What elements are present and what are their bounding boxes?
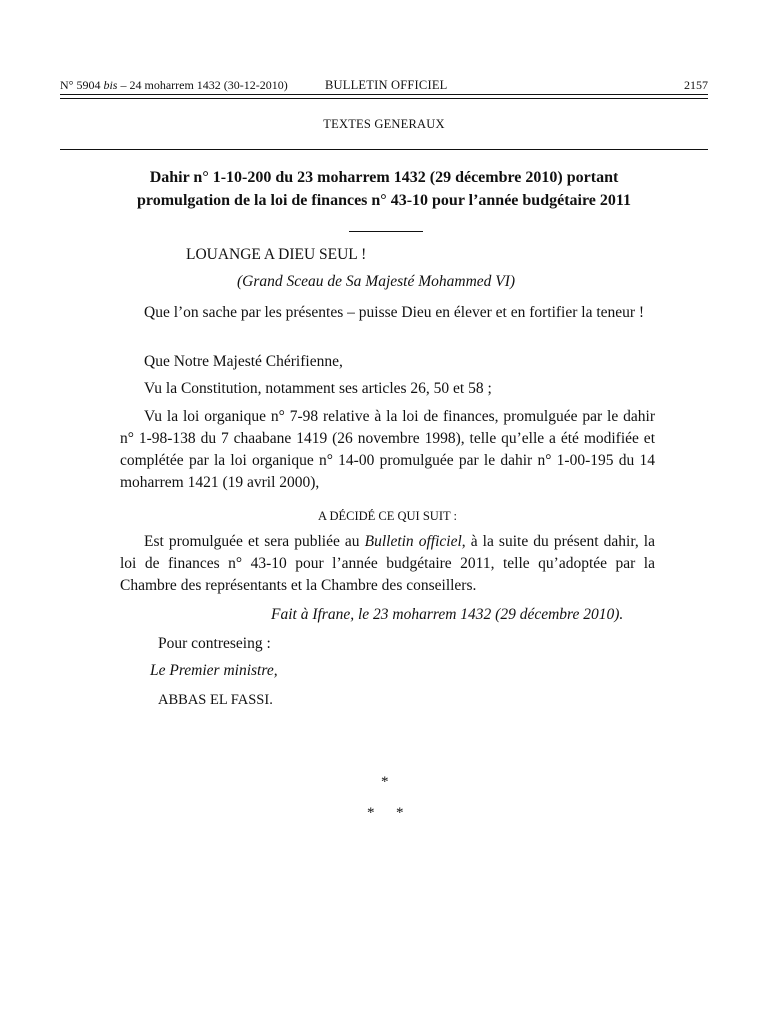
paragraph-5: Est promulguée et sera publiée au Bulletin officiel, à la suite du présent dahir, la loi de finances n° 43-10 pour l’année budgétaire 2011, telle qu’adoptée par la Chambre des représentants et la Chambre des conseillers. (120, 533, 655, 594)
publication-name: BULLETIN OFFICIEL (325, 78, 448, 92)
separator-star-left: * (367, 805, 375, 821)
document-title (100, 166, 668, 212)
paragraph-4: Vu la loi organique n° 7-98 relative à la loi de finances, promulguée par le dahir n° 1-98-138 du 7 chaabane 1419 (26 novembre 1998), telle qu’elle a été modifiée et complétée par la loi organique n° 14-00 promulguée par le dahir n° 1-00-195 du 14 moharrem 1421 (19 avril 2000), (120, 408, 655, 491)
paragraph-1: Que l’on sache par les présentes – puisse Dieu en élever et en fortifier la teneur ! (144, 304, 645, 321)
issue-reference: N° 5904 bis – 24 moharrem 1432 (30-12-2010) (60, 78, 288, 92)
document-title-line-2: promulgation de la loi de finances n° 43-10 pour l’année budgétaire 2011 (137, 192, 631, 209)
decision-heading: A DÉCIDÉ CE QUI SUIT : (317, 509, 457, 523)
signatory-name: ABBAS EL FASSI. (158, 692, 273, 708)
section-title: TEXTES GENERAUX (323, 117, 445, 131)
invocation: LOUANGE A DIEU SEUL ! (186, 246, 367, 263)
document-title-line-1: Dahir n° 1-10-200 du 23 moharrem 1432 (29 décembre 2010) portant (149, 169, 619, 186)
countersign-label: Pour contreseing : (158, 635, 271, 652)
signatory-title: Le Premier ministre, (150, 662, 278, 679)
section-rule (60, 149, 708, 150)
seal-line: (Grand Sceau de Sa Majesté Mohammed VI) (237, 273, 516, 290)
title-underline-rule (349, 231, 423, 232)
separator-star-right: * (396, 805, 404, 821)
page-number: 2157 (684, 78, 708, 92)
separator-star-top: * (381, 774, 389, 790)
header-double-rule (60, 94, 708, 99)
paragraph-2: Que Notre Majesté Chérifienne, (144, 353, 343, 370)
done-at-line: Fait à Ifrane, le 23 moharrem 1432 (29 décembre 2010). (271, 606, 624, 623)
bulletin-officiel-italic: Bulletin officiel (364, 533, 462, 550)
paragraph-3: Vu la Constitution, notamment ses articles 26, 50 et 58 ; (144, 380, 492, 397)
